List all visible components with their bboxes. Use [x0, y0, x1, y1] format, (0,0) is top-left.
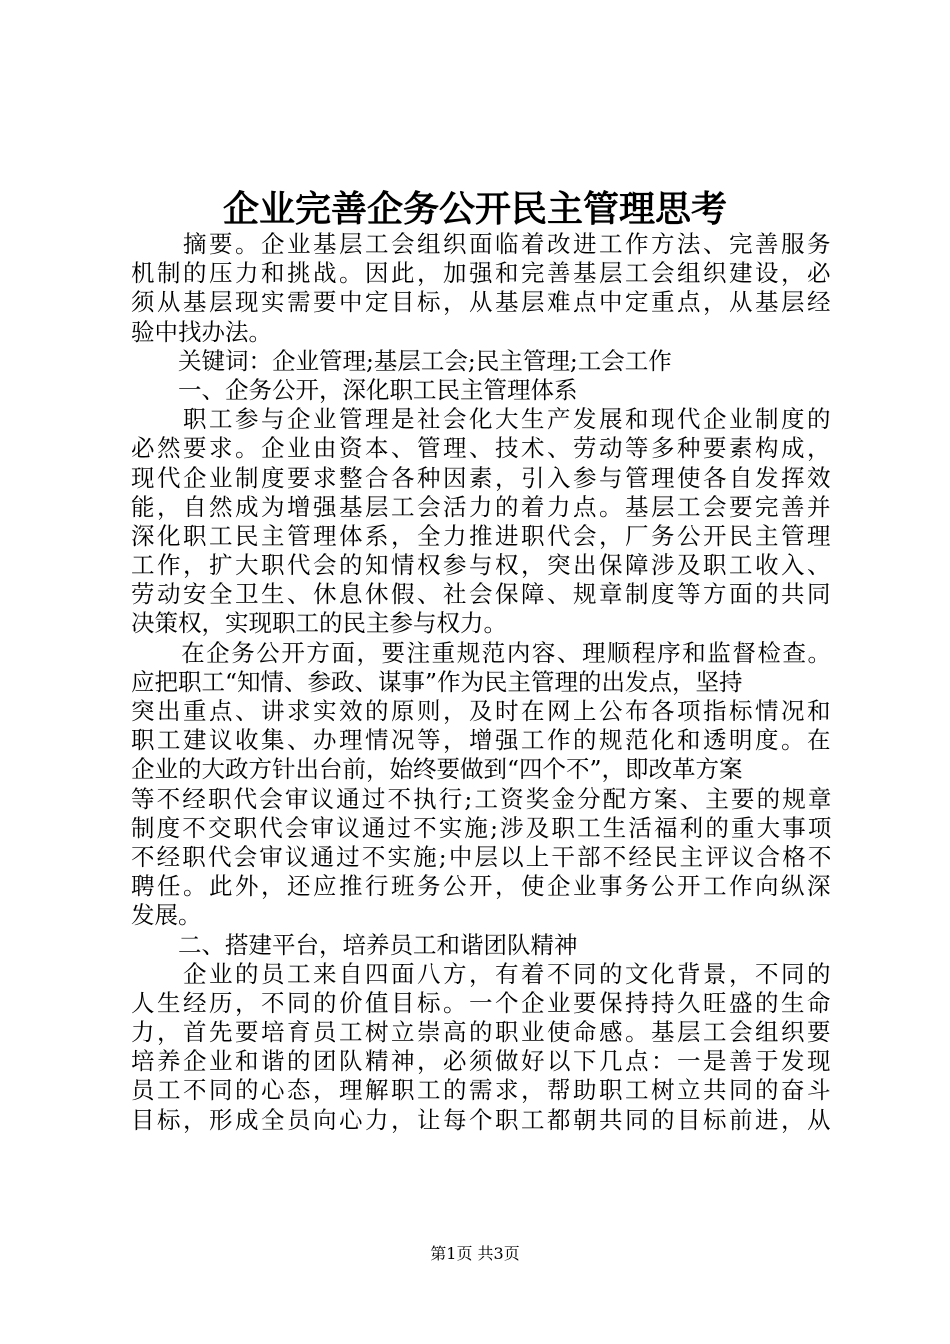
text-line: 企业的大政方针出台前，始终要做到“四个不”，即改革方案 — [131, 755, 743, 784]
text-line: 决策权，实现职工的民主参与权力。 — [131, 609, 507, 638]
text-line: 发展。 — [131, 901, 202, 930]
text-line: 目标，形成全员向心力，让每个职工都朝共同的目标前进，从 — [131, 1105, 833, 1134]
text-line: 须从基层现实需要中定目标，从基层难点中定重点，从基层经 — [131, 288, 833, 317]
text-line: 能，自然成为增强基层工会活力的着力点。基层工会要完善并 — [131, 492, 833, 521]
document-title: 企业完善企务公开民主管理思考 — [222, 188, 727, 230]
document-body — [131, 230, 834, 1135]
text-line: 劳动安全卫生、休息休假、社会保障、规章制度等方面的共同 — [131, 580, 833, 609]
text-line: 不经职代会审议通过不实施;中层以上干部不经民主评议合格不 — [131, 842, 834, 871]
text-line: 应把职工“知情、参政、谋事”作为民主管理的出发点，坚持 — [131, 667, 743, 696]
text-line: 力，首先要培育员工树立崇高的职业使命感。基层工会组织要 — [131, 1018, 833, 1047]
text-line: 摘要。企业基层工会组织面临着改进工作方法、完善服务 — [131, 230, 833, 258]
text-line: 二、搭建平台，培养员工和谐团队精神 — [131, 930, 578, 959]
text-line: 机制的压力和挑战。因此，加强和完善基层工会组织建设，必 — [131, 259, 833, 288]
text-line: 在企务公开方面，要注重规范内容、理顺程序和监督检查。 — [131, 638, 833, 667]
text-line: 职工建议收集、办理情况等，增强工作的规范化和透明度。在 — [131, 726, 833, 755]
text-line: 现代企业制度要求整合各种因素，引入参与管理使各自发挥效 — [131, 463, 833, 492]
text-line: 聘任。此外，还应推行班务公开，使企业事务公开工作向纵深 — [131, 872, 833, 901]
text-line: 深化职工民主管理体系，全力推进职代会，厂务公开民主管理 — [131, 521, 833, 550]
text-line: 制度不交职代会审议通过不实施;涉及职工生活福利的重大事项 — [131, 813, 834, 842]
text-line: 员工不同的心态，理解职工的需求，帮助职工树立共同的奋斗 — [131, 1076, 833, 1105]
text-line: 一、企务公开，深化职工民主管理体系 — [131, 375, 578, 404]
text-line: 工作，扩大职代会的知情权参与权，突出保障涉及职工收入、 — [131, 551, 833, 580]
text-line: 验中找办法。 — [131, 317, 272, 346]
text-line: 关键词：企业管理;基层工会;民主管理;工会工作 — [131, 346, 672, 375]
text-line: 培养企业和谐的团队精神，必须做好以下几点：一是善于发现 — [131, 1047, 833, 1076]
text-line: 人生经历，不同的价值目标。一个企业要保持持久旺盛的生命 — [131, 988, 833, 1017]
text-line: 必然要求。企业由资本、管理、技术、劳动等多种要素构成， — [131, 434, 833, 463]
page-footer: 第1页 共3页 — [430, 1244, 520, 1263]
text-line: 等不经职代会审议通过不执行;工资奖金分配方案、主要的规章 — [131, 784, 834, 813]
text-line: 企业的员工来自四面八方，有着不同的文化背景，不同的 — [131, 959, 833, 988]
text-line: 职工参与企业管理是社会化大生产发展和现代企业制度的 — [131, 405, 833, 434]
text-line: 突出重点、讲求实效的原则，及时在网上公布各项指标情况和 — [131, 697, 833, 725]
